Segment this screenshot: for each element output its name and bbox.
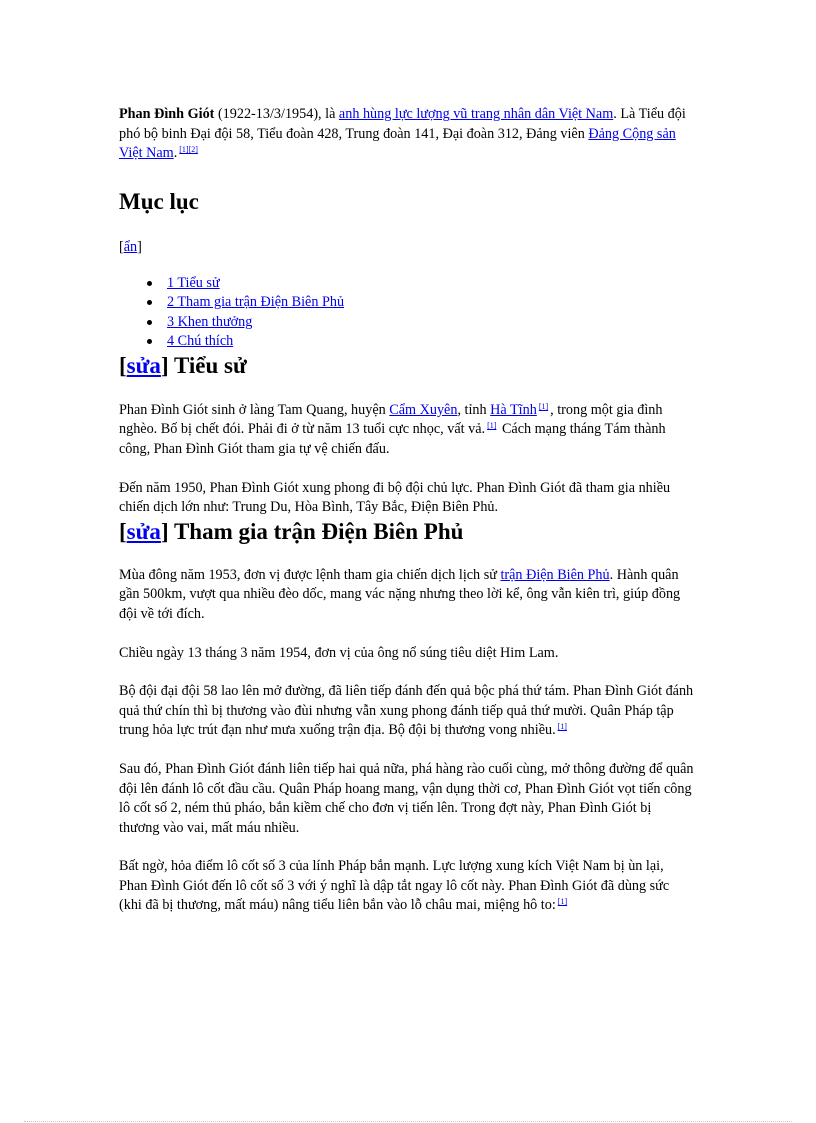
bracket: ] [160, 518, 169, 544]
toc-link-tieu-su[interactable]: 1 Tiểu sử [167, 274, 220, 291]
reference-link[interactable]: [1] [557, 722, 567, 732]
section-heading-tieu-su [119, 352, 695, 380]
section-title: Tham gia trận Điện Biên Phủ [168, 518, 464, 544]
biography-paragraph: Đến năm 1950, Phan Đình Giót xung phong đi bộ đội chủ lực. Phan Đình Giót đã tham gia nhiều chiến dịch lớn như: Trung Du, Hòa Bình, Tây Bắc, Điện Biên Phủ. [119, 479, 671, 516]
dien-bien-phu-link[interactable]: trận Điện Biên Phủ [500, 566, 610, 583]
toc-item [147, 332, 695, 352]
bracket: ] [160, 352, 169, 378]
battle-paragraph [119, 566, 695, 625]
article-page [119, 100, 695, 916]
subject-name: Phan Đình Giót [119, 106, 215, 122]
paragraph-text: . Hành quân gần 500km, vượt qua nhiều đèo dốc, mang vác nặng nhưng theo lời kể, ông vẫn kiên trì, giúp đồng đội về tới đích. [119, 566, 681, 622]
cam-xuyen-link[interactable]: Cẩm Xuyên [389, 401, 458, 418]
biography-paragraph [119, 401, 695, 460]
toc-item [147, 313, 695, 333]
toc-hide-link[interactable]: ẩn [123, 238, 138, 255]
paragraph-text: Mùa đông năm 1953, đơn vị được lệnh tham gia chiến dịch lịch sử [119, 566, 501, 583]
bullet-icon [147, 300, 152, 305]
toc-item [147, 274, 695, 294]
paragraph-text: Bộ đội đại đội 58 lao lên mở đường, đã liên tiếp đánh đến quả bộc phá thứ tám. Phan Đình Giót đánh quả thứ chín thì bị thương vào đùi nhưng vẫn xung phong đánh tiếp quả thứ mười. Quân Pháp tập trung hỏa lực trút đạn như mưa xuống trận địa. Bộ đội bị thương vong nhiều. [119, 683, 694, 739]
toc-link-khen-thuong[interactable]: 3 Khen thưởng [167, 313, 253, 330]
hero-link[interactable]: anh hùng lực lượng vũ trang nhân dân Việt Nam [338, 106, 614, 122]
reference-link[interactable]: [1][2] [179, 145, 198, 155]
battle-paragraph: Sau đó, Phan Đình Giót đánh liên tiếp hai quả nữa, phá hàng rào cuối cùng, mở thông đường để quân đội lên đánh lô cốt đầu cầu. Quân Pháp hoang mang, vận dụng thời cơ, Phan Đình Giót vọt tiến công lô cốt số 2, ném thủ pháo, bắn kiềm chế cho đơn vị tiến lên. Trong đợt này, Phan Đình Giót bị thương vào vai, mất máu nhiều. [119, 760, 694, 836]
reference-link[interactable]: [1] [487, 421, 497, 431]
bracket: [ [119, 352, 127, 378]
bracket: [ [119, 238, 124, 255]
page-bottom-divider [24, 1121, 792, 1122]
edit-section-link[interactable]: sửa [126, 352, 161, 378]
intro-paragraph [119, 105, 695, 164]
paragraph-text: Cách mạng tháng Tám thành công, Phan Đình Giót tham gia tự vệ chiến đấu. [119, 421, 666, 457]
paragraph-text: , tỉnh [457, 401, 491, 418]
bracket: ] [137, 238, 142, 255]
toc-link-chu-thich[interactable]: 4 Chú thích [167, 333, 234, 350]
edit-section-link[interactable]: sửa [126, 518, 161, 544]
battle-paragraph [119, 682, 695, 741]
bullet-icon [147, 339, 152, 344]
toc-list [119, 274, 695, 352]
toc-toggle [119, 238, 695, 256]
bracket: [ [119, 518, 127, 544]
bullet-icon [147, 320, 152, 325]
battle-paragraph [119, 857, 695, 916]
ha-tinh-link[interactable]: Hà Tĩnh [490, 401, 537, 418]
party-link[interactable]: Đảng Cộng sản Việt Nam [119, 125, 676, 162]
section-title: Tiểu sử [168, 352, 247, 378]
toc-link-dien-bien-phu[interactable]: 2 Tham gia trận Điện Biên Phủ [167, 294, 345, 311]
toc-item [147, 293, 695, 313]
battle-paragraph: Chiều ngày 13 tháng 3 năm 1954, đơn vị của ông nổ súng tiêu diệt Him Lam. [119, 644, 559, 661]
toc-title: Mục lục [119, 188, 199, 214]
section-heading-dien-bien-phu [119, 518, 695, 546]
intro-text: . Là Tiểu đội phó bộ binh Đại đội 58, Tiểu đoàn 428, Trung đoàn 141, Đại đoàn 312, Đảng viên [119, 106, 686, 142]
paragraph-text: Phan Đình Giót sinh ở làng Tam Quang, huyện [119, 401, 390, 418]
bullet-icon [147, 281, 152, 286]
paragraph-text: , trong một gia đình nghèo. Bố bị chết đói. Phải đi ở từ năm 13 tuổi cực nhọc, vất vả. [119, 401, 663, 438]
reference-link[interactable]: [1] [538, 401, 549, 411]
intro-text: (1922-13/3/1954), là [214, 106, 339, 122]
reference-link[interactable]: [1] [557, 897, 568, 907]
intro-text: . [173, 145, 178, 162]
paragraph-text: Bất ngờ, hỏa điểm lô cốt số 3 của lính Pháp bắn mạnh. Lực lượng xung kích Việt Nam bị ùn lại, Phan Đình Giót đến lô cốt số 3 với ý nghĩ là dập tắt ngay lô cốt này. Phan Đình Giót đã dùng sức (khi đã bị thương, mất máu) nâng tiểu liên bắn vào lỗ châu mai, miệng hô to: [119, 858, 670, 914]
